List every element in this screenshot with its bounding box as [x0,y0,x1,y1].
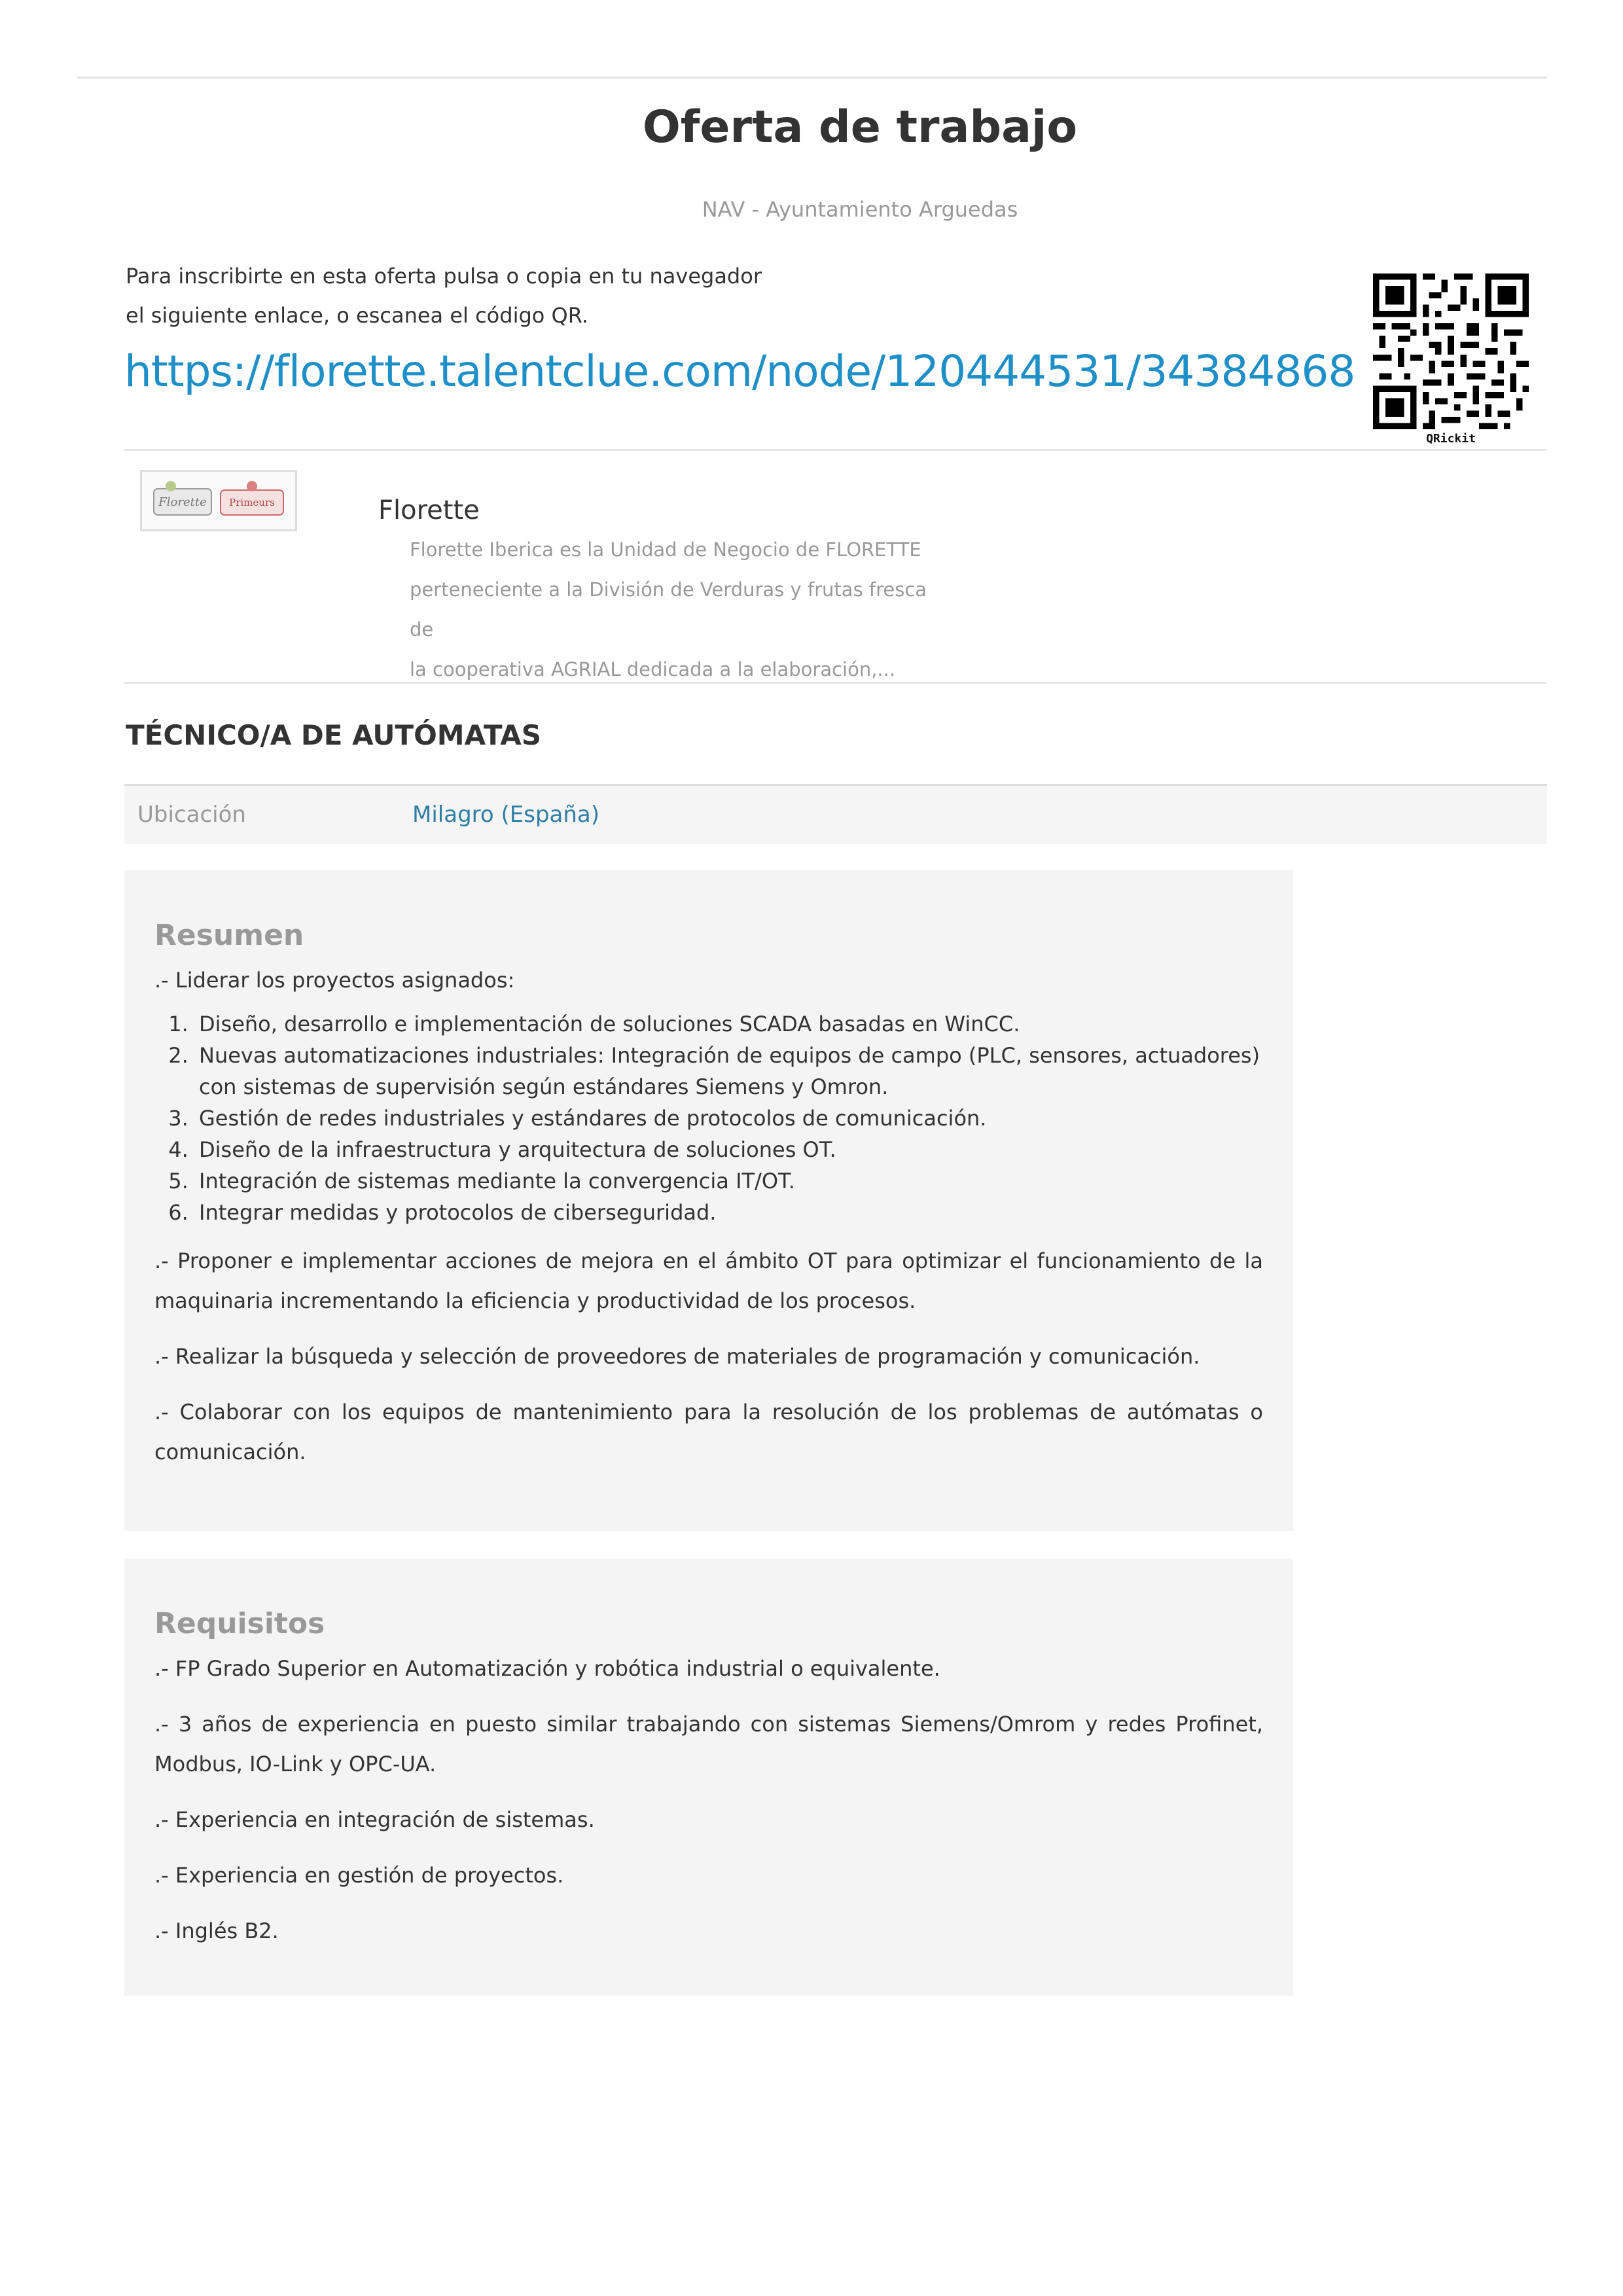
requirement-item: .- Experiencia en gestión de proyectos. [154,1863,564,1888]
job-title: TÉCNICO/A DE AUTÓMATAS [126,719,541,751]
location-label: Ubicación [137,802,246,828]
summary-heading: Resumen [154,919,304,952]
summary-list [154,1008,1263,1228]
summary-intro: .- Liderar los proyectos asignados: [154,968,515,993]
offer-link[interactable]: https://florette.talentclue.com/node/120444531/34384868 [124,346,1355,397]
logo-text-florette: Florette [158,495,207,509]
logo-text-primeurs: Primeurs [229,497,275,508]
requirement-item: .- Experiencia en integración de sistemas. [154,1807,595,1832]
requirement-item: .- 3 años de experiencia en puesto similar trabajando con sistemas Siemens/Omrom y redes Profinet, Modbus, IO-Link y OPC-UA. [154,1712,1263,1776]
company-name: Florette [378,495,480,525]
requirements-heading: Requisitos [154,1607,325,1640]
list-item: 2. Nuevas automatizaciones industriales: Integración de equipos de campo (PLC, sensores, actuadores) con sistemas de supervisión según estándares Siemens y Omron. [195,1040,1263,1103]
divider [124,682,1547,684]
list-item: 1. Diseño, desarrollo e implementación de soluciones SCADA basadas en WinCC. [195,1008,1263,1040]
company-desc-line-3: la cooperativa AGRIAL dedicada a la elaboración,... [410,658,896,680]
requirement-item: .- Inglés B2. [154,1918,279,1943]
list-item: 5. Integración de sistemas mediante la convergencia IT/OT. [195,1165,1263,1197]
signup-instructions [126,256,846,335]
company-logo-graphic [142,472,295,529]
requirements-panel [124,1559,1293,1996]
list-item: 3. Gestión de redes industriales y estándares de protocolos de comunicación. [195,1103,1263,1134]
requirement-item: .- FP Grado Superior en Automatización y robótica industrial o equivalente. [154,1656,940,1681]
summary-paragraph: .- Realizar la búsqueda y selección de proveedores de materiales de programación y comunicación. [154,1344,1200,1369]
list-item: 4. Diseño de la infraestructura y arquitectura de soluciones OT. [195,1134,1263,1165]
signup-line-1: Para inscribirte en esta oferta pulsa o copia en tu navegador [126,264,762,289]
location-row [124,784,1547,844]
signup-line-2: el siguiente enlace, o escanea el código QR. [126,303,588,328]
summary-panel [124,870,1293,1531]
company-desc-line-2: perteneciente a la División de Verduras y frutas fresca de [410,578,927,641]
list-item: 6. Integrar medidas y protocolos de ciberseguridad. [195,1197,1263,1228]
company-logo-icon [140,470,297,531]
summary-paragraph: .- Colaborar con los equipos de mantenimiento para la resolución de los problemas de autómatas o comunicación. [154,1400,1263,1464]
company-description [410,530,933,690]
company-desc-line-1: Florette Iberica es la Unidad de Negocio de FLORETTE [410,539,921,561]
summary-paragraph: .- Proponer e implementar acciones de mejora en el ámbito OT para optimizar el funcionamiento de la maquinaria incrementando la eficiencia y productividad de los procesos. [154,1248,1263,1313]
qr-code-icon [1373,274,1529,429]
qr-caption: QRickit [1426,432,1476,446]
top-divider [77,77,1547,79]
page-title: Oferta de trabajo [642,101,1078,153]
divider [124,449,1547,451]
page-subtitle: NAV - Ayuntamiento Arguedas [702,197,1018,222]
location-value[interactable]: Milagro (España) [412,802,600,828]
